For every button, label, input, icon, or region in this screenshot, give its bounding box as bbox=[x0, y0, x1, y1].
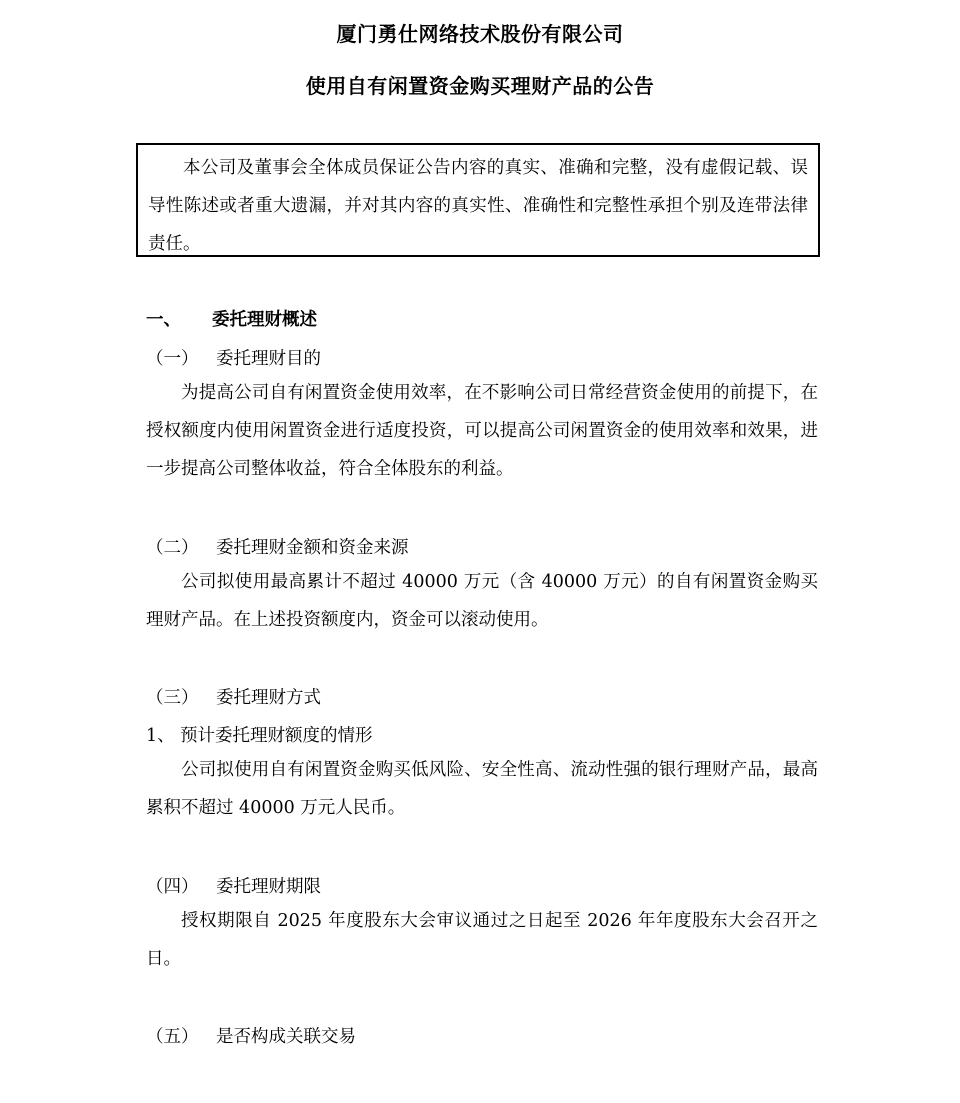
disclaimer-text: 本公司及董事会全体成员保证公告内容的真实、准确和完整，没有虚假记载、误导性陈述或者重大遗漏，并对其内容的真实性、准确性和完整性承担个别及连带法律责任。 bbox=[148, 158, 808, 254]
subsection-title: 委托理财方式 bbox=[216, 688, 321, 708]
subsection-number: （四） bbox=[146, 877, 199, 897]
subsection-title: 委托理财期限 bbox=[216, 877, 321, 897]
disclaimer-box bbox=[136, 143, 820, 257]
subsection-heading-2 bbox=[146, 534, 409, 559]
announcement-title: 使用自有闲置资金购买理财产品的公告 bbox=[305, 74, 655, 98]
subsection-heading-3 bbox=[146, 684, 321, 709]
subsection-title: 是否构成关联交易 bbox=[216, 1027, 356, 1047]
subsection-number: （二） bbox=[146, 538, 199, 558]
company-name: 厦门勇仕网络技术股份有限公司 bbox=[336, 22, 624, 46]
list-item-heading bbox=[146, 722, 373, 747]
list-item-title: 预计委托理财额度的情形 bbox=[180, 726, 373, 746]
subsection-title: 委托理财目的 bbox=[216, 349, 321, 369]
section-heading bbox=[146, 306, 317, 331]
subsection-1-paragraph: 为提高公司自有闲置资金使用效率，在不影响公司日常经营资金使用的前提下，在授权额度内使用闲置资金进行适度投资，可以提高公司闲置资金的使用效率和效果，进一步提高公司整体收益，符合全体股东的利益。 bbox=[146, 383, 818, 479]
list-item-number: 1、 bbox=[146, 726, 175, 746]
subsection-number: （三） bbox=[146, 688, 199, 708]
subsection-heading-5 bbox=[146, 1023, 356, 1048]
subsection-2-paragraph: 公司拟使用最高累计不超过 40000 万元（含 40000 万元）的自有闲置资金购买理财产品。在上述投资额度内，资金可以滚动使用。 bbox=[146, 572, 818, 630]
subsection-number: （五） bbox=[146, 1027, 199, 1047]
section-title: 委托理财概述 bbox=[212, 310, 317, 330]
subsection-number: （一） bbox=[146, 349, 199, 369]
subsection-title: 委托理财金额和资金来源 bbox=[216, 538, 409, 558]
subsection-3-paragraph: 公司拟使用自有闲置资金购买低风险、安全性高、流动性强的银行理财产品，最高累积不超过 40000 万元人民币。 bbox=[146, 760, 818, 818]
subsection-4-paragraph: 授权期限自 2025 年度股东大会审议通过之日起至 2026 年年度股东大会召开之日。 bbox=[146, 911, 818, 969]
subsection-heading-1 bbox=[146, 345, 321, 370]
section-number: 一、 bbox=[146, 310, 181, 330]
subsection-heading-4 bbox=[146, 873, 321, 898]
